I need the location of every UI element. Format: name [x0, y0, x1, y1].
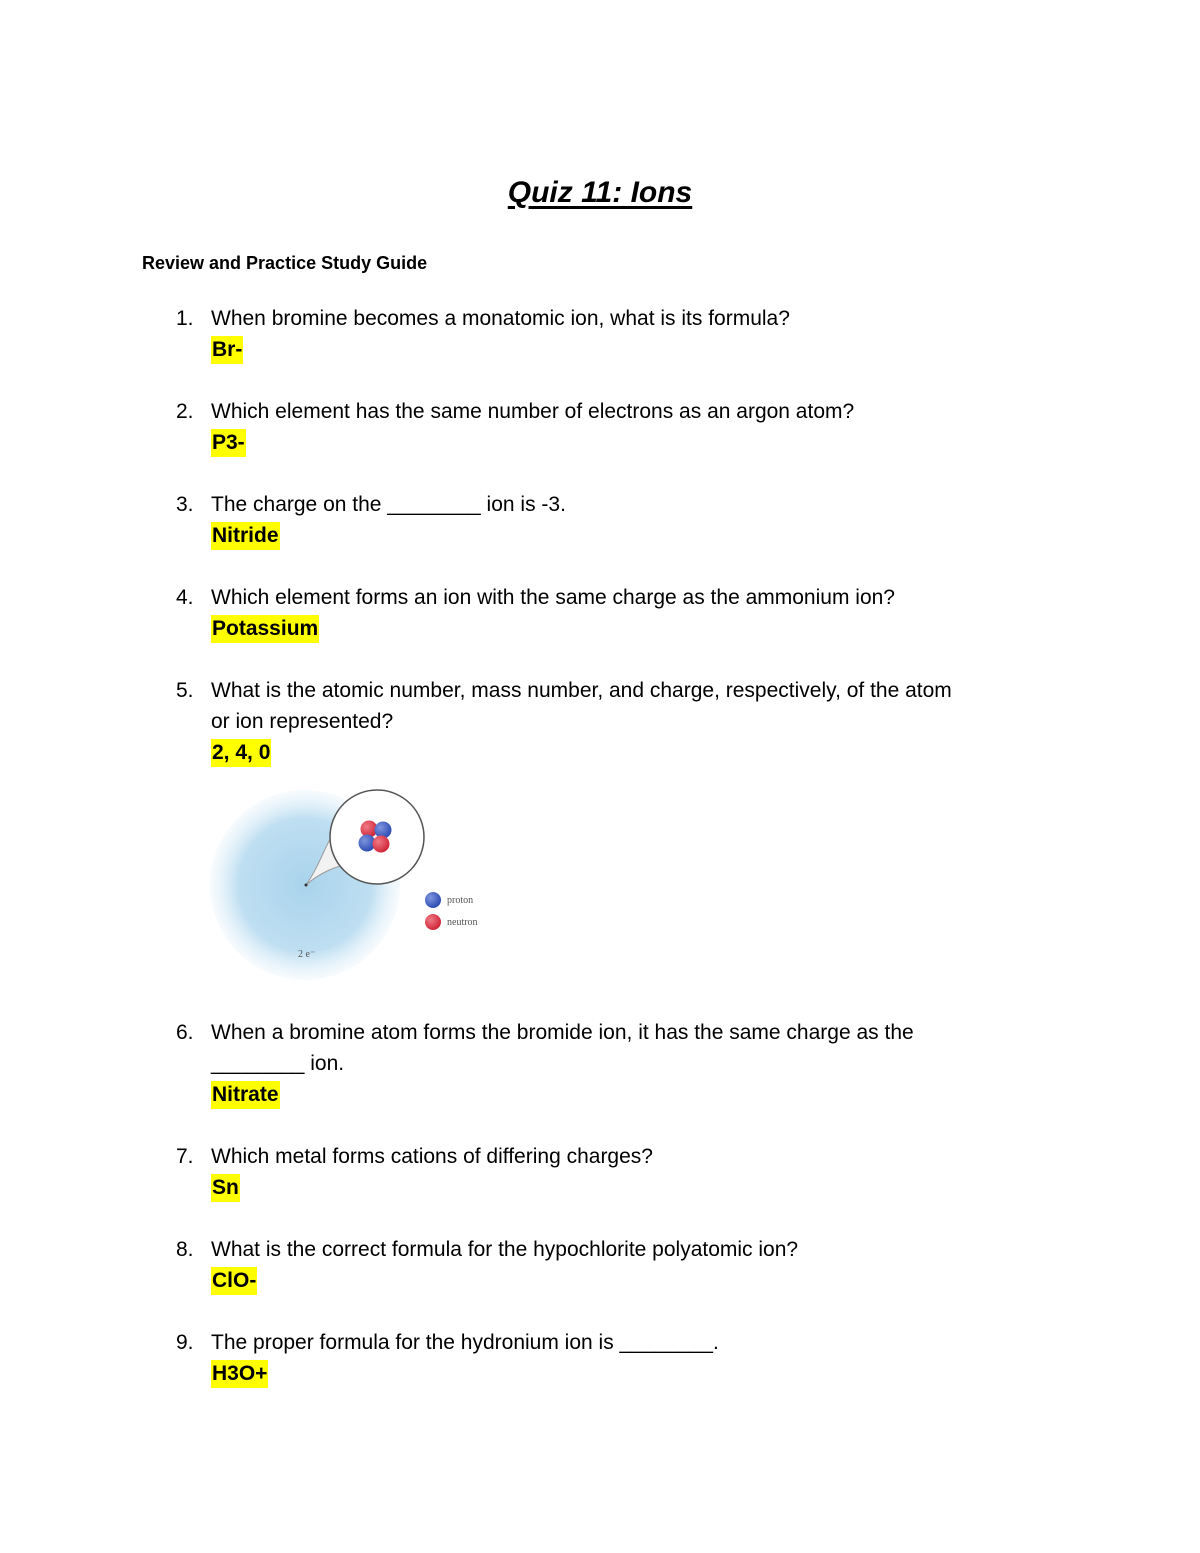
- question-text: Which metal forms cations of differing charges?: [211, 1145, 653, 1168]
- question-number: 9.: [176, 1331, 194, 1354]
- question-item: [176, 1141, 1056, 1203]
- question-text: What is the atomic number, mass number, and charge, respectively, of the atom: [211, 679, 952, 702]
- question-text: Which element forms an ion with the same charge as the ammonium ion?: [211, 586, 895, 609]
- question-number: 3.: [176, 493, 194, 516]
- question-text: The proper formula for the hydronium ion is ________.: [211, 1331, 719, 1354]
- nucleus-dot: [305, 884, 308, 887]
- answer-highlight: 2, 4, 0: [211, 739, 271, 767]
- legend-proton-label: proton: [447, 895, 474, 906]
- question-item: [176, 396, 1056, 458]
- question-item: [176, 675, 1056, 768]
- answer-highlight: H3O+: [211, 1360, 268, 1388]
- question-number: 4.: [176, 586, 194, 609]
- question-number: 8.: [176, 1238, 194, 1261]
- question-item: [176, 1327, 1056, 1389]
- question-item: [176, 1234, 1056, 1296]
- question-item: [176, 1017, 1056, 1110]
- helium-atom-figure: [205, 785, 505, 980]
- atom-illustration: [205, 785, 505, 980]
- question-text-continued: or ion represented?: [211, 710, 394, 733]
- answer-highlight: P3-: [211, 429, 246, 457]
- electron-count-label: 2 e⁻: [298, 949, 316, 960]
- question-item: [176, 582, 1056, 644]
- answer-highlight: Nitrate: [211, 1081, 280, 1109]
- question-text: Which element has the same number of electrons as an argon atom?: [211, 400, 855, 423]
- answer-highlight: Br-: [211, 336, 243, 364]
- question-text: What is the correct formula for the hypochlorite polyatomic ion?: [211, 1238, 799, 1261]
- question-number: 7.: [176, 1145, 194, 1168]
- legend-neutron-swatch: [425, 914, 441, 930]
- question-text-continued: ________ ion.: [211, 1052, 345, 1075]
- neutron-particle: [373, 836, 390, 853]
- question-item: [176, 303, 1056, 365]
- answer-highlight: ClO-: [211, 1267, 257, 1295]
- question-text: The charge on the ________ ion is -3.: [211, 493, 566, 516]
- page-title: Quiz 11: Ions: [507, 176, 693, 209]
- question-number: 1.: [176, 307, 194, 330]
- question-text: When bromine becomes a monatomic ion, what is its formula?: [211, 307, 790, 330]
- answer-highlight: Nitride: [211, 522, 280, 550]
- question-number: 5.: [176, 679, 194, 702]
- question-number: 2.: [176, 400, 194, 423]
- answer-highlight: Potassium: [211, 615, 319, 643]
- question-number: 6.: [176, 1021, 194, 1044]
- page-subtitle: Review and Practice Study Guide: [142, 253, 428, 273]
- legend-neutron-label: neutron: [447, 917, 478, 928]
- legend-proton-swatch: [425, 892, 441, 908]
- answer-highlight: Sn: [211, 1174, 240, 1202]
- question-item: [176, 489, 1056, 551]
- question-text: When a bromine atom forms the bromide ion, it has the same charge as the: [211, 1021, 914, 1044]
